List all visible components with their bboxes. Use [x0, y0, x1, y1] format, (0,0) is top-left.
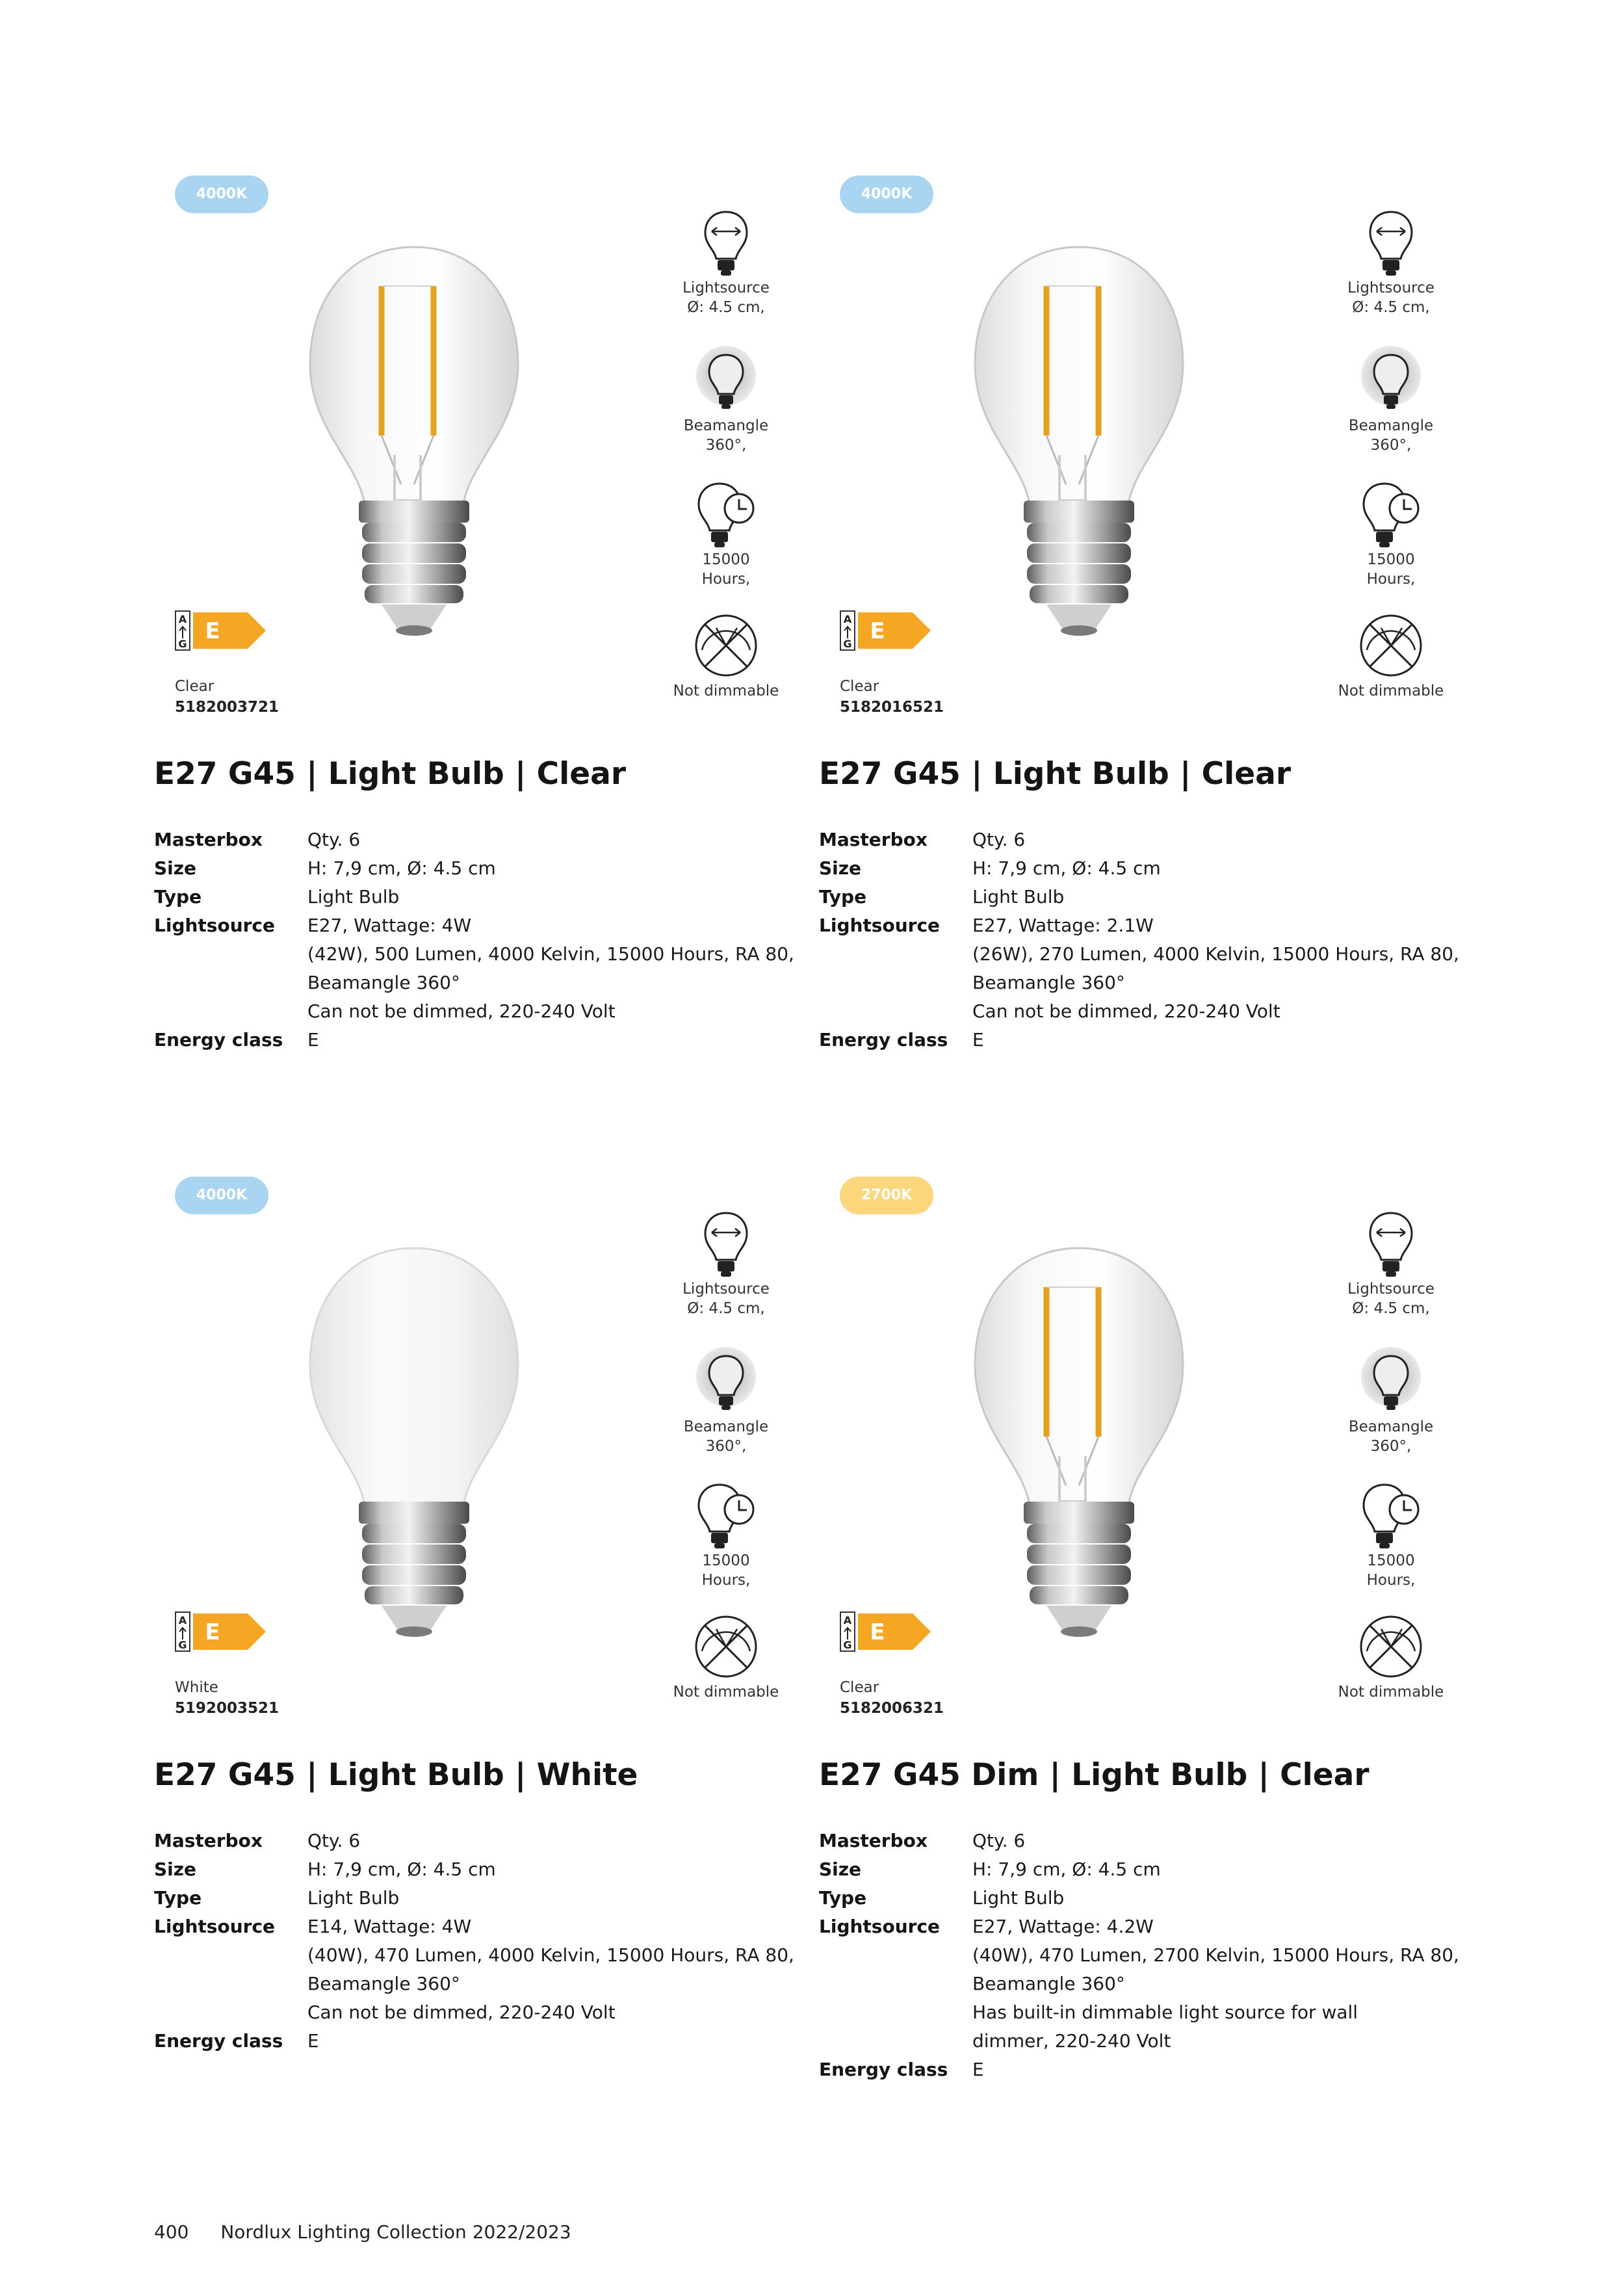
energy-label-icon — [175, 1611, 272, 1652]
not-dimmable-icon — [690, 610, 762, 681]
spec-row-lightsource — [819, 1912, 1469, 2055]
lightsource-value: Ø: 4.5 cm, — [1352, 299, 1430, 316]
lightsource-value: Ø: 4.5 cm, — [687, 1300, 765, 1317]
page-number: 400 — [154, 2221, 189, 2243]
spec-row-masterbox — [819, 1827, 1469, 1855]
spec-value: Light Bulb — [972, 1887, 1065, 1909]
dimmable-status — [1326, 1611, 1456, 1702]
bulb-image — [297, 241, 531, 644]
spec-row-lightsource — [154, 911, 804, 1026]
bulb-diameter-icon — [1365, 207, 1417, 278]
spec-row-masterbox — [154, 826, 804, 854]
spec-value: H: 7,9 cm, Ø: 4.5 cm — [972, 857, 1161, 879]
spec-table — [819, 1827, 1469, 2084]
spec-label: Masterbox — [819, 829, 928, 850]
color-temperature-badge: 4000K — [175, 1177, 268, 1214]
spec-row-masterbox — [154, 1827, 804, 1855]
lightsource-line: (40W), 470 Lumen, 4000 Kelvin, 15000 Hours, RA 80, — [307, 1944, 794, 1966]
spec-label: Size — [819, 857, 862, 879]
spec-row-size — [819, 1855, 1469, 1884]
bulb-clock-icon — [1358, 1480, 1423, 1551]
spec-table — [154, 1827, 804, 2055]
spec-label: Masterbox — [819, 1830, 928, 1851]
energy-scale-top: A — [178, 613, 187, 625]
bulb-diameter-icon — [700, 207, 752, 278]
spec-value: H: 7,9 cm, Ø: 4.5 cm — [307, 1859, 496, 1880]
product-title: E27 G45 | Light Bulb | Clear — [154, 756, 627, 792]
energy-label-icon — [840, 1611, 937, 1652]
not-dimmable-icon — [1355, 610, 1427, 681]
bulb-diameter-icon — [700, 1208, 752, 1279]
bulb-base — [1024, 501, 1134, 636]
spec-value: Light Bulb — [307, 886, 400, 907]
spec-value: H: 7,9 cm, Ø: 4.5 cm — [972, 1859, 1161, 1880]
energy-scale-bottom: G — [178, 1639, 187, 1651]
spec-row-size — [154, 854, 804, 883]
spec-row-masterbox — [819, 826, 1469, 854]
not-dimmable-icon — [690, 1611, 762, 1682]
dimmable-status — [661, 610, 791, 701]
lightsource-line: Can not be dimmed, 220-240 Volt — [307, 1000, 616, 1022]
spec-value: E — [972, 1029, 984, 1050]
hours-value: 15000 — [702, 1552, 750, 1569]
bulb-diameter-icon — [1365, 1208, 1417, 1279]
variant-label: White — [175, 1679, 218, 1696]
spec-row-energy — [819, 2055, 1469, 2084]
beam-value: 360°, — [705, 437, 747, 454]
spec-label: Energy class — [154, 1029, 283, 1050]
spec-value: Light Bulb — [307, 1887, 400, 1909]
spec-table — [154, 826, 804, 1054]
spec-label: Lightsource — [819, 1916, 941, 1937]
spec-row-type — [819, 883, 1469, 911]
beam-label: Beamangle — [683, 1418, 769, 1435]
lightsource-label: Lightsource — [1347, 280, 1435, 296]
hours-label: Hours, — [701, 571, 751, 588]
spec-row-energy — [154, 2027, 804, 2055]
product-card — [154, 176, 804, 1151]
product-title: E27 G45 | Light Bulb | White — [154, 1757, 638, 1793]
dimmable-status — [1326, 610, 1456, 701]
hours-label: Hours, — [1366, 571, 1416, 588]
lightsource-value: Ø: 4.5 cm, — [1352, 1300, 1430, 1317]
spec-label: Lightsource — [819, 915, 941, 936]
spec-value: H: 7,9 cm, Ø: 4.5 cm — [307, 857, 496, 879]
lightsource-line: Beamangle 360° — [307, 972, 460, 993]
catalog-name: Nordlux Lighting Collection 2022/2023 — [220, 2221, 571, 2243]
lightsource-line: Can not be dimmed, 220-240 Volt — [972, 1000, 1280, 1022]
spec-value: E — [307, 2030, 319, 2052]
beam-value: 360°, — [1370, 1438, 1412, 1455]
bulb-base — [359, 1502, 469, 1637]
product-card — [819, 176, 1469, 1151]
dimmable-label: Not dimmable — [673, 683, 779, 699]
lightsource-line: E14, Wattage: 4W — [307, 1916, 472, 1937]
beam-label: Beamangle — [1348, 417, 1434, 434]
spec-value — [972, 911, 1469, 1026]
dimmable-label: Not dimmable — [1338, 683, 1444, 699]
spec-value: E — [972, 2059, 984, 2080]
lightsource-label: Lightsource — [682, 280, 770, 296]
bulb-image — [297, 1242, 531, 1645]
dimmable-label: Not dimmable — [1338, 1684, 1444, 1701]
energy-scale-top: A — [843, 1614, 852, 1626]
spec-value: Qty. 6 — [307, 829, 361, 850]
spec-table — [819, 826, 1469, 1054]
lifetime-hours — [1326, 478, 1456, 589]
spec-row-size — [154, 1855, 804, 1884]
energy-label-icon — [175, 610, 272, 651]
spec-label: Type — [819, 1887, 867, 1909]
spec-label: Energy class — [819, 2059, 948, 2080]
spec-label: Type — [154, 886, 202, 907]
hours-label: Hours, — [1366, 1572, 1416, 1589]
beam-angle — [1326, 345, 1456, 455]
spec-label: Size — [819, 1859, 862, 1880]
energy-label-icon — [840, 610, 937, 651]
product-sku: 5182016521 — [840, 699, 944, 716]
hours-label: Hours, — [701, 1572, 751, 1589]
dimmable-status — [661, 1611, 791, 1702]
lightsource-value: Ø: 4.5 cm, — [687, 299, 765, 316]
spec-value: Qty. 6 — [972, 1830, 1026, 1851]
product-title: E27 G45 Dim | Light Bulb | Clear — [819, 1757, 1370, 1793]
energy-class-letter: E — [870, 618, 885, 644]
spec-label: Type — [154, 1887, 202, 1909]
bulb-base — [359, 501, 469, 636]
spec-value: Qty. 6 — [972, 829, 1026, 850]
spec-row-size — [819, 854, 1469, 883]
page-footer — [154, 2219, 597, 2245]
bulb-clock-icon — [694, 1480, 759, 1551]
spec-row-type — [819, 1884, 1469, 1912]
spec-label: Energy class — [154, 2030, 283, 2052]
product-title: E27 G45 | Light Bulb | Clear — [819, 756, 1292, 792]
beam-angle-icon — [1358, 1346, 1423, 1417]
lightsource-size — [661, 207, 791, 317]
variant-label: Clear — [175, 678, 214, 695]
spec-value: Light Bulb — [972, 886, 1065, 907]
lightsource-line: E27, Wattage: 2.1W — [972, 915, 1154, 936]
not-dimmable-icon — [1355, 1611, 1427, 1682]
beam-angle — [1326, 1346, 1456, 1456]
lifetime-hours — [1326, 1480, 1456, 1590]
lightsource-line: dimmer, 220-240 Volt — [972, 2030, 1171, 2052]
lightsource-line: E27, Wattage: 4W — [307, 915, 472, 936]
energy-scale-bottom: G — [178, 638, 187, 650]
bulb-image — [962, 241, 1196, 644]
dimmable-label: Not dimmable — [673, 1684, 779, 1701]
spec-label: Lightsource — [154, 915, 276, 936]
spec-row-type — [154, 1884, 804, 1912]
lifetime-hours — [661, 478, 791, 589]
spec-label: Energy class — [819, 1029, 948, 1050]
beam-angle-icon — [1358, 345, 1423, 416]
beam-label: Beamangle — [683, 417, 769, 434]
lifetime-hours — [661, 1480, 791, 1590]
variant-label: Clear — [840, 678, 879, 695]
product-card — [154, 1177, 804, 2152]
spec-label: Size — [154, 1859, 197, 1880]
spec-row-energy — [819, 1026, 1469, 1054]
spec-label: Masterbox — [154, 829, 263, 850]
energy-class-letter: E — [205, 618, 220, 644]
beam-angle — [661, 345, 791, 455]
lightsource-line: Can not be dimmed, 220-240 Volt — [307, 2002, 616, 2023]
spec-label: Type — [819, 886, 867, 907]
lightsource-line: Beamangle 360° — [972, 972, 1125, 993]
lightsource-line: (26W), 270 Lumen, 4000 Kelvin, 15000 Hours, RA 80, — [972, 943, 1459, 965]
lightsource-line: Has built-in dimmable light source for wall — [972, 2002, 1358, 2023]
energy-scale-top: A — [178, 1614, 187, 1626]
spec-row-type — [154, 883, 804, 911]
energy-class-letter: E — [205, 1619, 220, 1645]
spec-label: Size — [154, 857, 197, 879]
beam-angle-icon — [694, 345, 759, 416]
lightsource-line: E27, Wattage: 4.2W — [972, 1916, 1154, 1937]
spec-value — [972, 1912, 1469, 2055]
hours-value: 15000 — [1367, 551, 1415, 568]
product-sku: 5182006321 — [840, 1700, 944, 1717]
lightsource-size — [1326, 207, 1456, 317]
color-temperature-badge: 4000K — [840, 176, 933, 213]
spec-label: Masterbox — [154, 1830, 263, 1851]
bulb-clock-icon — [1358, 478, 1423, 550]
energy-scale-bottom: G — [843, 638, 852, 650]
product-sku: 5182003721 — [175, 699, 279, 716]
spec-value — [307, 911, 804, 1026]
lightsource-line: (40W), 470 Lumen, 2700 Kelvin, 15000 Hours, RA 80, — [972, 1944, 1459, 1966]
lightsource-label: Lightsource — [682, 1281, 770, 1298]
energy-class-letter: E — [870, 1619, 885, 1645]
beam-angle — [661, 1346, 791, 1456]
beam-value: 360°, — [1370, 437, 1412, 454]
hours-value: 15000 — [702, 551, 750, 568]
spec-row-lightsource — [154, 1912, 804, 2027]
lightsource-size — [1326, 1208, 1456, 1318]
lightsource-label: Lightsource — [1347, 1281, 1435, 1298]
beam-label: Beamangle — [1348, 1418, 1434, 1435]
product-sku: 5192003521 — [175, 1700, 279, 1717]
spec-label: Lightsource — [154, 1916, 276, 1937]
beam-value: 360°, — [705, 1438, 747, 1455]
beam-angle-icon — [694, 1346, 759, 1417]
bulb-glass — [310, 1248, 518, 1508]
lightsource-line: Beamangle 360° — [307, 1973, 460, 1994]
color-temperature-badge: 4000K — [175, 176, 268, 213]
lightsource-line: (42W), 500 Lumen, 4000 Kelvin, 15000 Hours, RA 80, — [307, 943, 794, 965]
energy-scale-top: A — [843, 613, 852, 625]
bulb-base — [1024, 1502, 1134, 1637]
hours-value: 15000 — [1367, 1552, 1415, 1569]
lightsource-size — [661, 1208, 791, 1318]
variant-label: Clear — [840, 1679, 879, 1696]
product-card — [819, 1177, 1469, 2152]
color-temperature-badge: 2700K — [840, 1177, 933, 1214]
bulb-clock-icon — [694, 478, 759, 550]
spec-row-energy — [154, 1026, 804, 1054]
spec-value: Qty. 6 — [307, 1830, 361, 1851]
lightsource-line: Beamangle 360° — [972, 1973, 1125, 1994]
bulb-image — [962, 1242, 1196, 1645]
spec-value: E — [307, 1029, 319, 1050]
energy-scale-bottom: G — [843, 1639, 852, 1651]
spec-value — [307, 1912, 804, 2027]
spec-row-lightsource — [819, 911, 1469, 1026]
